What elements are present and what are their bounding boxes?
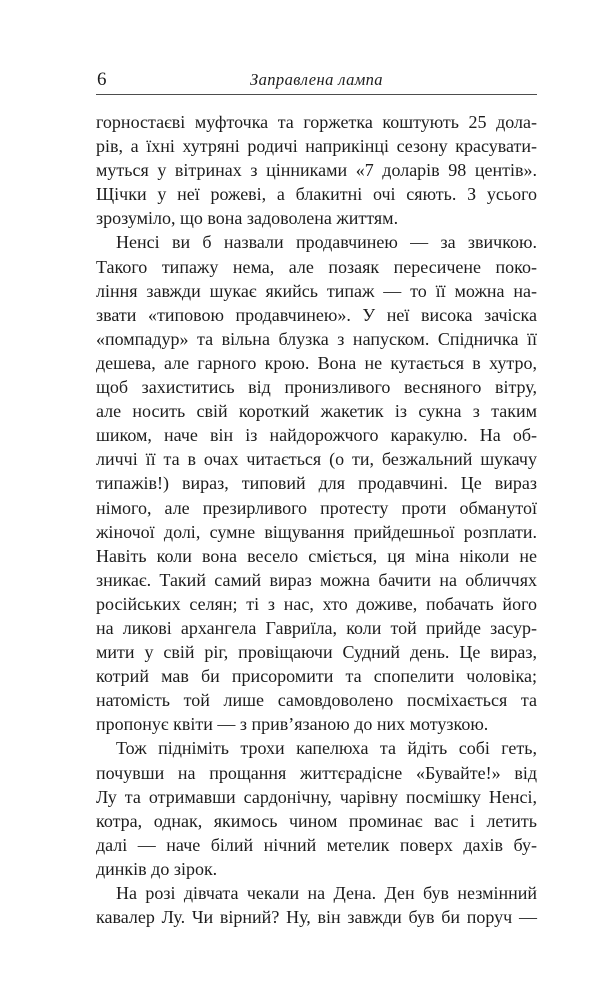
paragraph — [96, 736, 537, 881]
running-title: Заправлена лампа — [250, 70, 383, 89]
text-line: російських селян; ті з нас, хто доживе, побачать його — [96, 593, 537, 614]
text-line: На розі дівчата чекали на Дена. Ден був незмінний — [116, 883, 537, 903]
page-header — [96, 70, 537, 90]
text-line: на ликові архангела Гавриїла, коли той прийде засур- — [96, 617, 537, 638]
text-line: Лу та отримавши сардонічну, чарівну посмішку Ненсі, — [96, 786, 537, 807]
text-line: але носить свій короткий жакетик із сукна з таким — [96, 401, 537, 422]
text-line: почувши на прощання життєрадісне «Бувайте!» від — [96, 762, 537, 783]
text-line: дешева, але гарного крою. Вона не кутається в хутро, — [96, 352, 537, 373]
text-line: натомість той лише самовдоволено посміхається та — [96, 690, 537, 711]
paragraph — [96, 230, 537, 736]
text-line: «помпадур» та вільна блузка з напуском. Спідничка її — [96, 328, 537, 349]
text-line: щоб захиститись від пронизливого весняного вітру, — [96, 377, 537, 398]
text-line: личчі її та в очах читається (о ти, безжальний шукачу — [96, 449, 537, 470]
text-line: німого, але презирливого протесту проти обманутої — [96, 497, 537, 518]
text-line: котрий мав би присоромити та спопелити чоловіка; — [96, 666, 537, 687]
text-line: ління завжди шукає якийсь типаж — то її можна на- — [96, 280, 537, 301]
text-line: пропонує квіти — з прив’язаною до них мотузкою. — [96, 714, 489, 735]
text-line: динків до зірок. — [96, 858, 218, 879]
text-line: Такого типажу нема, але позаяк пересичене поко- — [96, 256, 537, 277]
text-block — [96, 110, 537, 929]
text-line: типажів!) вираз, типовий для продавчині. Це вираз — [96, 473, 537, 494]
text-line: горностаєві муфточка та горжетка коштують 25 дола- — [96, 112, 537, 132]
text-line: муться у вітринах з цінниками «7 доларів 98 центів». — [96, 160, 537, 181]
text-line: зникає. Такий самий вираз можна бачити на обличчях — [96, 569, 537, 590]
text-line: зрозуміло, що вона задоволена життям. — [96, 208, 399, 229]
text-line: шиком, наче він із найдорожчого каракулю. На об- — [96, 425, 537, 446]
text-line: Ненсі ви б назвали продавчинею — за звичкою. — [116, 232, 537, 253]
text-line: рів, а їхні хутряні родичі наприкінці сезону красувати- — [96, 136, 537, 157]
text-line: звати «типовою продавчинею». У неї висока зачіска — [96, 304, 537, 325]
text-line: Тож підніміть трохи капелюха та йдіть собі геть, — [116, 738, 537, 759]
text-line: кавалер Лу. Чи вірний? Ну, він завжди був би поруч — — [96, 907, 537, 928]
page-number: 6 — [97, 69, 107, 90]
text-line: далі — наче білий нічний метелик поверх дахів бу- — [96, 834, 537, 855]
book-page — [96, 0, 537, 929]
text-line: котра, однак, якимось чином проминає вас і летить — [96, 810, 537, 831]
text-line: Навіть коли вона весело сміється, ця міна ніколи не — [96, 545, 537, 566]
paragraph — [96, 881, 537, 929]
text-line: мити у свій ріг, провіщаючи Судний день. Це вираз, — [96, 642, 537, 663]
paragraph — [96, 110, 537, 230]
text-line: жіночої долі, сумне віщування прийдешньої розплати. — [96, 521, 537, 542]
text-line: Щічки у неї рожеві, а блакитні очі сяють. З усього — [96, 184, 537, 205]
header-rule — [96, 94, 537, 95]
